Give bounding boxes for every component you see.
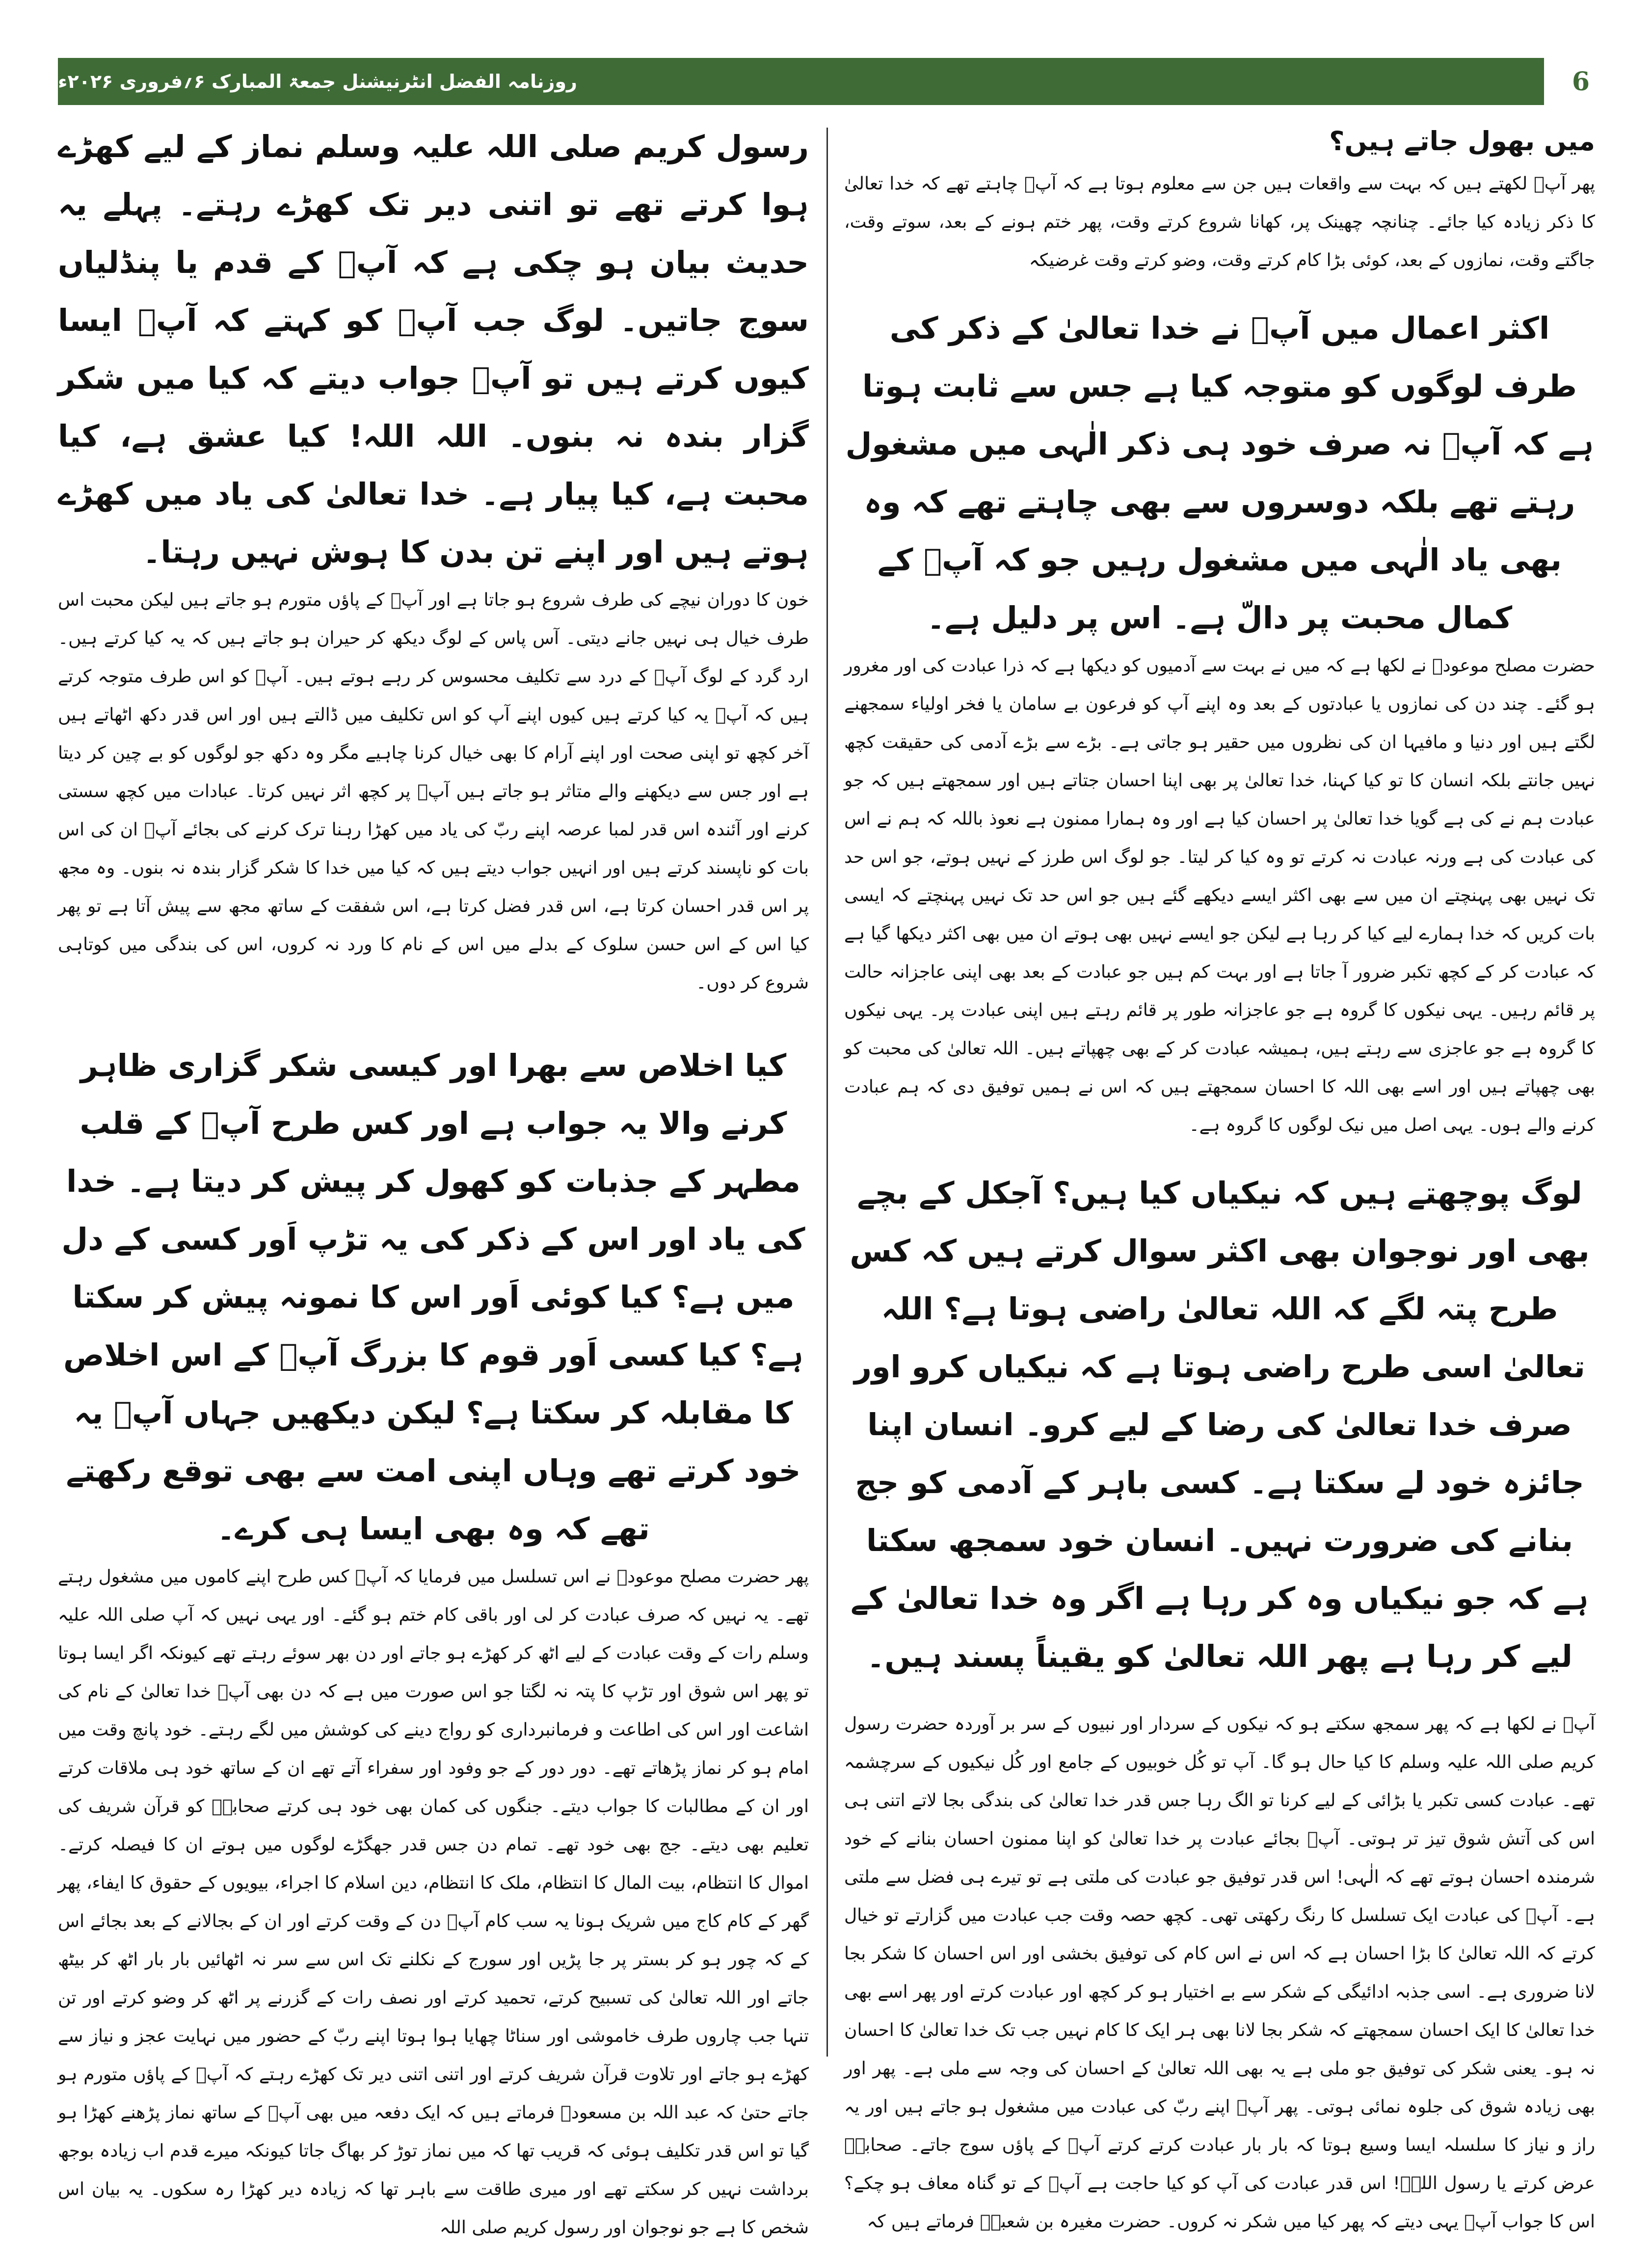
page-number: 6 [1541, 58, 1618, 105]
page-header [58, 58, 1618, 105]
left-column [58, 118, 809, 2238]
paragraph-2: حضرت مصلح موعودؓ نے لکھا ہے کہ میں نے بہت سے آدمیوں کو دیکھا ہے کہ ذرا عبادت کی اور مغرور ہو گئے۔ چند دن کی نمازوں یا عبادتوں کے بعد وہ اپنے آپ کو فرعون بے سامان یا فخر اولیاء سمجھنے لگتے ہیں اور دنیا و مافیہا ان کی نظروں میں حقیر ہو جاتی ہے۔ بڑے سے بڑے آدمی کی حقیقت کچھ نہیں جانتے بلکہ انسان کا تو کیا کہنا، خدا تعالیٰ پر بھی اپنا احسان جتاتے ہیں اور سمجھتے ہیں کہ جو عبادت ہم نے کی ہے گویا خدا تعالیٰ پر احسان کیا ہے اور وہ ہمارا ممنون ہے نعوذ باللہ کہ ہم نے اس کی عبادت کی ہے ورنہ عبادت نہ کرتے تو وہ کیا کر لیتا۔ جو لوگ اس طرز کے نہیں ہوتے، جو اس حد تک نہیں بھی پہنچتے ان میں سے بھی اکثر ایسے دیکھے گئے ہیں جو اس حد تک نہیں پہنچتے کہ ایسی بات کریں کہ خدا ہمارے لیے کیا کر رہا ہے لیکن جو ایسے نہیں بھی ہوتے ان میں بھی اکثر دیکھا گیا ہے کہ عبادت کر کے کچھ تکبر ضرور آ جاتا ہے اور بہت کم ہیں جو عبادت کے بعد بھی اپنی عاجزانہ حالت پر قائم رہیں۔ یہی نیکوں کا گروہ ہے جو عاجزانہ طور پر قائم رہتے ہیں اپنی عبادت پر۔ یہی نیکوں کا گروہ ہے جو عاجزی سے رہتے ہیں، ہمیشہ عبادت کر کے بھی چھپاتے ہیں۔ اللہ تعالیٰ کی محبت کو بھی چھپاتے ہیں اور اسے بھی اللہ کا احسان سمجھتے ہیں کہ اس نے ہمیں توفیق دی کہ ہم عبادت کرنے والے ہوں۔ یہی اصل میں نیک لوگوں کا گروہ ہے۔ [844, 656, 1596, 1135]
paragraph-5: پھر حضرت مصلح موعودؓ نے اس تسلسل میں فرمایا کہ آپؐ کس طرح اپنے کاموں میں مشغول رہتے تھے۔ یہ نہیں کہ صرف عبادت کر لی اور باقی کام ختم ہو گئے۔ اور یہی نہیں کہ آپ صلی اللہ علیہ وسلم رات کے وقت عبادت کے لیے اٹھ کر کھڑے ہو جاتے اور دن بھر سوئے رہتے تھے کیونکہ اگر ایسا ہوتا تو پھر اس شوق اور تڑپ کا پتہ نہ لگتا جو اس صورت میں ہے کہ دن بھی آپؐ خدا تعالیٰ کے نام کی اشاعت اور اس کی اطاعت و فرمانبرداری کو رواج دینے کی کوشش میں لگے رہتے۔ خود پانچ وقت میں امام ہو کر نماز پڑھاتے تھے۔ دور دور کے جو وفود اور سفراء آتے تھے ان کے ساتھ خود ہی ملاقات کرتے اور ان کے مطالبات کا جواب دیتے۔ جنگوں کی کمان بھی خود ہی کرتے صحابہؓ کو قرآن شریف کی تعلیم بھی دیتے۔ جج بھی خود تھے۔ تمام دن جس قدر جھگڑے لوگوں میں ہوتے ان کا فیصلہ کرتے۔ اموال کا انتظام، بیت المال کا انتظام، ملک کا انتظام، دین اسلام کا اجراء، بیویوں کے حقوق کا ایفاء، پھر گھر کے کام کاج میں شریک ہونا یہ سب کام آپؐ دن کے وقت کرتے اور ان کے بجالانے کے بعد بجائے اس کے کہ چور ہو کر بستر پر جا پڑیں اور سورج کے نکلنے تک اس سے سر نہ اٹھائیں بار بار اٹھ کر بیٹھ جاتے اور اللہ تعالیٰ کی تسبیح کرتے، تحمید کرتے اور نصف رات کے گزرنے پر اٹھ کر وضو کرتے اور تن تنہا جب چاروں طرف خاموشی اور سناٹا چھایا ہوا ہوتا اپنے ربّ کے حضور میں نہایت عجز و نیاز سے کھڑے ہو جاتے اور تلاوت قرآن شریف کرتے اور اتنی اتنی دیر تک کھڑے رہتے کہ آپؐ کے پاؤں متورم ہو جاتے حتیٰ کہ عبد اللہ بن مسعودؓ فرماتے ہیں کہ ایک دفعہ میں بھی آپؐ کے ساتھ نماز پڑھنے کھڑا ہو گیا تو اس قدر تکلیف ہوئی کہ قریب تھا کہ میں نماز توڑ کر بھاگ جاتا کیونکہ میرے قدم اب زیادہ بوجھ برداشت نہیں کر سکتے تھے اور میری طاقت سے باہر تھا کہ زیادہ دیر کھڑا رہ سکوں۔ یہ بیان اس شخص کا ہے جو نوجوان اور رسول کریم صلی اللہ [58, 1567, 809, 2238]
paragraph-4: خون کا دوران نیچے کی طرف شروع ہو جاتا ہے اور آپؐ کے پاؤں متورم ہو جاتے ہیں لیکن محبت اس طرف خیال ہی نہیں جانے دیتی۔ آس پاس کے لوگ دیکھ کر حیران ہو جاتے ہیں کہ یہ کیا کرتے ہیں۔ ارد گرد کے لوگ آپؐ کے درد سے تکلیف محسوس کر رہے ہوتے ہیں۔ آپؐ کو اس طرف متوجہ کرتے ہیں کہ آپؐ یہ کیا کرتے ہیں کیوں اپنے آپ کو اس تکلیف میں ڈالتے ہیں اور اس قدر دکھ اٹھاتے ہیں آخر کچھ تو اپنی صحت اور اپنے آرام کا بھی خیال کرنا چاہیے مگر وہ دکھ جو لوگوں کو بے چین کر دیتا ہے اور جس سے دیکھنے والے متاثر ہو جاتے ہیں آپؐ پر کچھ اثر نہیں کرتا۔ عبادات میں کچھ سستی کرنے اور آئندہ اس قدر لمبا عرصہ اپنے ربّ کی یاد میں کھڑا رہنا ترک کرنے کی بجائے آپؐ ان کی اس بات کو ناپسند کرتے ہیں اور انہیں جواب دیتے ہیں کہ کیا میں خدا کا شکر گزار بندہ نہ بنوں۔ وہ مجھ پر اس قدر احسان کرتا ہے، اس قدر فضل کرتا ہے، اس شفقت کے ساتھ مجھ سے پیش آتا ہے تو پھر کیا اس کے اس حسن سلوک کے بدلے میں اس کے نام کا ورد نہ کروں، اس کی بندگی میں کوتاہی شروع کر دوں۔ [58, 590, 809, 993]
highlight-quote-3: رسول کریم صلی اللہ علیہ وسلم نماز کے لیے کھڑے ہوا کرتے تھے تو اتنی دیر تک کھڑے رہتے۔ پہلے یہ حدیث بیان ہو چکی ہے کہ آپؐ کے قدم یا پنڈلیاں سوج جاتیں۔ لوگ جب آپؐ کو کہتے کہ آپؐ ایسا کیوں کرتے ہیں تو آپؐ جواب دیتے کہ کیا میں شکر گزار بندہ نہ بنوں۔ اللہ اللہ! کیا عشق ہے، کیا محبت ہے، کیا پیار ہے۔ خدا تعالیٰ کی یاد میں کھڑے ہوتے ہیں اور اپنے تن بدن کا ہوش نہیں رہتا۔ [58, 129, 809, 570]
right-column [844, 118, 1596, 2232]
paragraph-1: پھر آپؓ لکھتے ہیں کہ بہت سے واقعات ہیں جن سے معلوم ہوتا ہے کہ آپؐ چاہتے تھے کہ خدا تعالیٰ کا ذکر زیادہ کیا جائے۔ چنانچہ چھینک پر، کھانا شروع کرتے وقت، پھر ختم ہونے کے بعد، سوتے وقت، جاگتے وقت، نمازوں کے بعد، کوئی بڑا کام کرتے وقت، وضو کرتے وقت غرضیکہ [844, 174, 1595, 270]
column-divider [826, 128, 828, 2057]
paragraph-3: آپؓ نے لکھا ہے کہ پھر سمجھ سکتے ہو کہ نیکوں کے سردار اور نبیوں کے سر بر آوردہ حضرت رسول کریم صلی اللہ علیہ وسلم کا کیا حال ہو گا۔ آپ تو کُل خوبیوں کے جامع اور کُل نیکیوں کے سرچشمہ تھے۔ عبادت کسی تکبر یا بڑائی کے لیے کرنا تو الگ رہا جس قدر خدا تعالیٰ کی بندگی بجا لاتے اتنی ہی اس کی آتش شوق تیز تر ہوتی۔ آپؐ بجائے عبادت پر خدا تعالیٰ کو اپنا ممنون احسان بنانے کے خود شرمندہ احسان ہوتے تھے کہ الٰہی! اس قدر توفیق جو عبادت کی ملتی ہے تو تیرے ہی فضل سے ملتی ہے۔ آپؐ کی عبادت ایک تسلسل کا رنگ رکھتی تھی۔ کچھ حصہ وقت جب عبادت میں گزارتے تو خیال کرتے کہ اللہ تعالیٰ کا بڑا احسان ہے کہ اس نے اس کام کی توفیق بخشی اور اس احسان کا شکر بجا لانا ضروری ہے۔ اسی جذبہ ادائیگی کے شکر سے بے اختیار ہو کر کچھ اور عبادت کرتے اور پھر اسے بھی خدا تعالیٰ کا ایک احسان سمجھتے کہ شکر بجا لانا بھی ہر ایک کا کام نہیں جب تک خدا تعالیٰ کا احسان نہ ہو۔ یعنی شکر کی توفیق جو ملی ہے یہ بھی اللہ تعالیٰ کے احسان کی وجہ سے ملی ہے۔ پھر اور بھی زیادہ شوق کی جلوہ نمائی ہوتی۔ پھر آپؐ اپنے ربّ کی عبادت میں مشغول ہو جاتے ہیں اور یہ راز و نیاز کا سلسلہ ایسا وسیع ہوتا کہ بار بار عبادت کرتے کرتے آپؐ کے پاؤں سوج جاتے۔ صحابہؓ عرض کرتے یا رسول اللہؐ! اس قدر عبادت کی آپ کو کیا حاجت ہے آپؐ کے تو گناہ معاف ہو چکے؟ اس کا جواب آپؐ یہی دیتے کہ پھر کیا میں شکر نہ کروں۔ حضرت مغیرہ بن شعبہؓ فرماتے ہیں کہ [844, 1714, 1595, 2232]
header-bar [58, 58, 1541, 105]
highlight-quote-2: لوگ پوچھتے ہیں کہ نیکیاں کیا ہیں؟ آجکل کے بچے بھی اور نوجوان بھی اکثر سوال کرتے ہیں کہ کس طرح پتہ لگے کہ اللہ تعالیٰ راضی ہوتا ہے؟ اللہ تعالیٰ اسی طرح راضی ہوتا ہے کہ نیکیاں کرو اور صرف خدا تعالیٰ کی رضا کے لیے کرو۔ انسان اپنا جائزہ خود لے سکتا ہے۔ کسی باہر کے آدمی کو جج بنانے کی ضرورت نہیں۔ انسان خود سمجھ سکتا ہے کہ جو نیکیاں وہ کر رہا ہے اگر وہ خدا تعالیٰ کے لیے کر رہا ہے پھر اللہ تعالیٰ کو یقیناً پسند ہیں۔ [850, 1175, 1590, 1674]
section-heading: میں بھول جاتے ہیں؟ [1329, 126, 1595, 157]
newspaper-title: روزنامہ الفضل انٹرنیشنل جمعۃ المبارک ۶؍فروری ۲۰۲۶ء [58, 71, 577, 92]
highlight-quote-1: اکثر اعمال میں آپؐ نے خدا تعالیٰ کے ذکر کی طرف لوگوں کو متوجہ کیا ہے جس سے ثابت ہوتا ہے کہ آپؐ نہ صرف خود ہی ذکر الٰہی میں مشغول رہتے تھے بلکہ دوسروں سے بھی چاہتے تھے کہ وہ بھی یاد الٰہی میں مشغول رہیں جو کہ آپؐ کے کمال محبت پر دالّ ہے۔ اس پر دلیل ہے۔ [845, 310, 1594, 636]
highlight-quote-4: کیا اخلاص سے بھرا اور کیسی شکر گزاری ظاہر کرنے والا یہ جواب ہے اور کس طرح آپؐ کے قلب مطہر کے جذبات کو کھول کر پیش کر دیتا ہے۔ خدا کی یاد اور اس کے ذکر کی یہ تڑپ اَور کسی کے دل میں ہے؟ کیا کوئی اَور اس کا نمونہ پیش کر سکتا ہے؟ کیا کسی اَور قوم کا بزرگ آپؐ کے اس اخلاص کا مقابلہ کر سکتا ہے؟ لیکن دیکھیں جہاں آپؐ یہ خود کرتے تھے وہاں اپنی امت سے بھی توقع رکھتے تھے کہ وہ بھی ایسا ہی کرے۔ [61, 1047, 805, 1547]
